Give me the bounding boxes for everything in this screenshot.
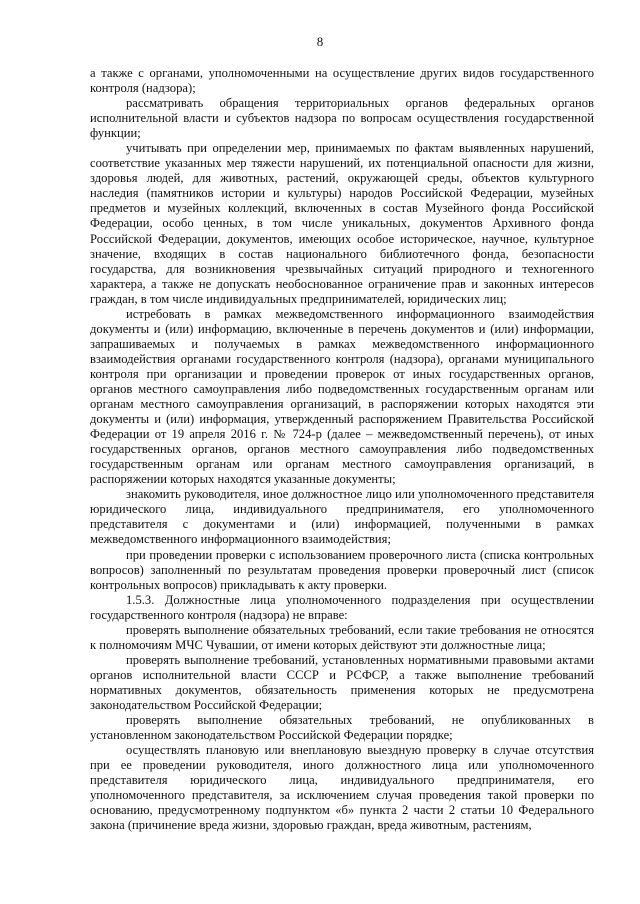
paragraph: проверять выполнение обязательных требований, если такие требования не относятся к полномочиям МЧС Чувашии, от имени которых действуют эти должностные лица; (90, 622, 594, 652)
paragraph: знакомить руководителя, иное должностное лицо или уполномоченного представителя юридического лица, индивидуального предпринимателя, его уполномоченного представителя с документами и (или) информацией, полученными в рамках межведомственного информационного взаимодействия; (90, 487, 594, 547)
paragraph: рассматривать обращения территориальных органов федеральных органов исполнительной власти и субъектов надзора по вопросам осуществления государственной функции; (90, 96, 594, 141)
page-number: 8 (316, 34, 324, 49)
document-body (90, 66, 594, 833)
paragraph: 1.5.3. Должностные лица уполномоченного подразделения при осуществлении государственного контроля (надзора) не вправе: (90, 592, 594, 622)
paragraph: при проведении проверки с использованием проверочного листа (списка контрольных вопросов) заполненный по результатам проведения проверки проверочный лист (список контрольных вопросов) прикладывать к акту проверки. (90, 547, 594, 592)
paragraph: а также с органами, уполномоченными на осуществление других видов государственного контроля (надзора); (90, 66, 594, 96)
paragraph: проверять выполнение требований, установленных нормативными правовыми актами органов исполнительной власти СССР и РСФСР, а также выполнение требований нормативных документов, обязательность применения которых не предусмотрена законодательством Российской Федерации; (90, 652, 594, 712)
paragraph: истребовать в рамках межведомственного информационного взаимодействия документы и (или) информацию, включенные в перечень документов и (или) информации, запрашиваемых и получаемых в рамках межведомственного информационного взаимодействия органами государственного контроля (надзора), органами муниципального контроля при организации и проведении проверок от иных государственных органов, органов местного самоуправления либо подведомственных государственным органам или органам местного самоуправления организаций, в распоряжении которых находятся эти документы и (или) информация, утвержденный распоряжением Правительства Российской Федерации от 19 апреля 2016 г. № 724-р (далее – межведомственный перечень), от иных государственных органов, органов местного самоуправления либо подведомственных государственным органам или органам местного самоуправления организаций, в распоряжении которых находятся указанные документы; (90, 306, 594, 487)
paragraph: учитывать при определении мер, принимаемых по фактам выявленных нарушений, соответствие указанных мер тяжести нарушений, их потенциальной опасности для жизни, здоровья людей, для животных, растений, окружающей среды, объектов культурного наследия (памятников истории и культуры) народов Российской Федерации, музейных предметов и музейных коллекций, включенных в состав Музейного фонда Российской Федерации, особо ценных, в том числе уникальных, документов Архивного фонда Российской Федерации, документов, имеющих особое историческое, научное, культурное значение, входящих в состав национального библиотечного фонда, безопасности государства, для возникновения чрезвычайных ситуаций природного и техногенного характера, а также не допускать необоснованное ограничение прав и законных интересов граждан, в том числе индивидуальных предпринимателей, юридических лиц; (90, 141, 594, 306)
paragraph: проверять выполнение обязательных требований, не опубликованных в установленном законодательством Российской Федерации порядке; (90, 713, 594, 743)
paragraph: осуществлять плановую или внеплановую выездную проверку в случае отсутствия при ее проведении руководителя, иного должностного лица или уполномоченного представителя юридического лица, индивидуального предпринимателя, его уполномоченного представителя, за исключением случая проведения такой проверки по основанию, предусмотренному подпунктом «б» пункта 2 части 2 статьи 10 Федерального закона (причинение вреда жизни, здоровью граждан, вреда животным, растениям, (90, 743, 594, 833)
